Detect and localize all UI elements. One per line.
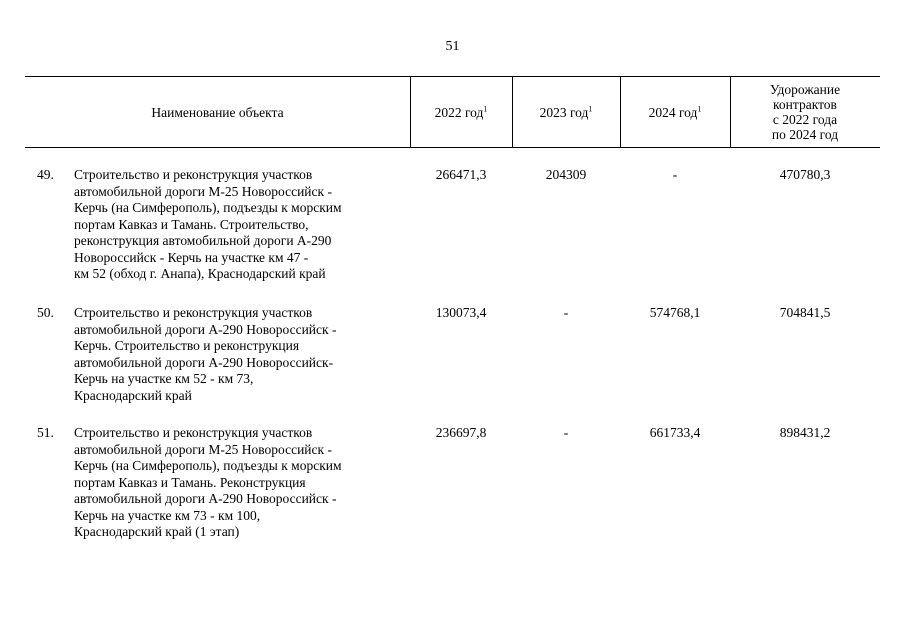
table-header xyxy=(25,76,880,148)
table-row xyxy=(25,305,880,410)
row-value-2024: - xyxy=(672,167,678,182)
row-number: 49. xyxy=(37,167,54,182)
row-name-line: портам Кавказ и Тамань. Реконструкция xyxy=(74,474,306,490)
row-name-line: Новороссийск - Керчь на участке км 47 - xyxy=(74,249,309,265)
row-value-2022: 236697,8 xyxy=(435,425,487,440)
header-cost-increase-line: Удорожание xyxy=(769,82,841,97)
row-value-increase: 704841,5 xyxy=(779,305,831,320)
row-name-line: портам Кавказ и Тамань. Строительство, xyxy=(74,216,309,232)
row-name-line: Керчь на участке км 52 - км 73, xyxy=(74,371,254,386)
row-value-2022: 130073,4 xyxy=(435,305,487,320)
row-value-2023: - xyxy=(563,425,569,440)
row-name-line: автомобильной дороги А-290 Новороссийск - xyxy=(74,491,337,506)
header-2024 xyxy=(620,77,730,147)
header-object-name xyxy=(25,77,410,147)
header-2024-label: 2024 год xyxy=(648,104,698,120)
header-2022-label: 2022 год xyxy=(434,104,484,120)
footnote-mark: 1 xyxy=(697,104,702,113)
row-value-2023: - xyxy=(563,305,569,320)
row-value-2022: 266471,3 xyxy=(435,167,487,182)
row-object-name xyxy=(74,167,394,283)
row-name-line: Краснодарский край xyxy=(74,387,192,403)
page-number: 51 xyxy=(445,39,460,54)
table-row xyxy=(25,425,880,545)
header-cost-increase-line: с 2022 года xyxy=(772,112,838,127)
row-number: 51. xyxy=(37,425,54,440)
header-2023-label: 2023 год xyxy=(539,104,589,120)
row-name-line: Краснодарский край (1 этап) xyxy=(74,524,240,539)
header-cost-increase-line: контрактов xyxy=(773,97,837,112)
row-name-line: автомобильной дороги А-290 Новороссийск- xyxy=(74,354,334,370)
header-object-name-label: Наименование объекта xyxy=(151,104,284,120)
header-2022 xyxy=(410,77,512,147)
row-name-line: автомобильной дороги М-25 Новороссийск - xyxy=(74,183,332,199)
budget-table xyxy=(25,76,880,539)
header-cost-increase-line: по 2024 год xyxy=(771,127,839,142)
row-name-line: Строительство и реконструкция участков xyxy=(74,425,313,440)
row-name-line: Строительство и реконструкция участков xyxy=(74,305,313,320)
row-name-line: Керчь (на Симферополь), подъезды к морским xyxy=(74,200,342,215)
footnote-mark: 1 xyxy=(483,104,488,113)
row-value-increase: 470780,3 xyxy=(779,167,831,182)
row-value-2024: 574768,1 xyxy=(649,305,701,320)
row-name-line: Керчь. Строительство и реконструкция xyxy=(74,338,300,353)
row-name-line: Керчь (на Симферополь), подъезды к морским xyxy=(74,458,342,473)
row-name-line: автомобильной дороги М-25 Новороссийск - xyxy=(74,441,332,457)
table-row xyxy=(25,167,880,287)
footnote-mark: 1 xyxy=(588,104,593,113)
row-name-line: автомобильной дороги А-290 Новороссийск - xyxy=(74,321,337,337)
row-number: 50. xyxy=(37,305,54,320)
row-object-name xyxy=(74,425,394,541)
row-value-increase: 898431,2 xyxy=(779,425,831,440)
row-name-line: км 52 (обход г. Анапа), Краснодарский край xyxy=(74,266,326,281)
header-cost-increase xyxy=(730,77,880,147)
row-name-line: Керчь на участке км 73 - км 100, xyxy=(74,507,261,523)
row-object-name xyxy=(74,305,394,404)
row-value-2023: 204309 xyxy=(545,167,587,182)
row-name-line: Строительство и реконструкция участков xyxy=(74,167,313,182)
row-value-2024: 661733,4 xyxy=(649,425,701,440)
row-name-line: реконструкция автомобильной дороги А-290 xyxy=(74,233,332,248)
header-2023 xyxy=(512,77,620,147)
